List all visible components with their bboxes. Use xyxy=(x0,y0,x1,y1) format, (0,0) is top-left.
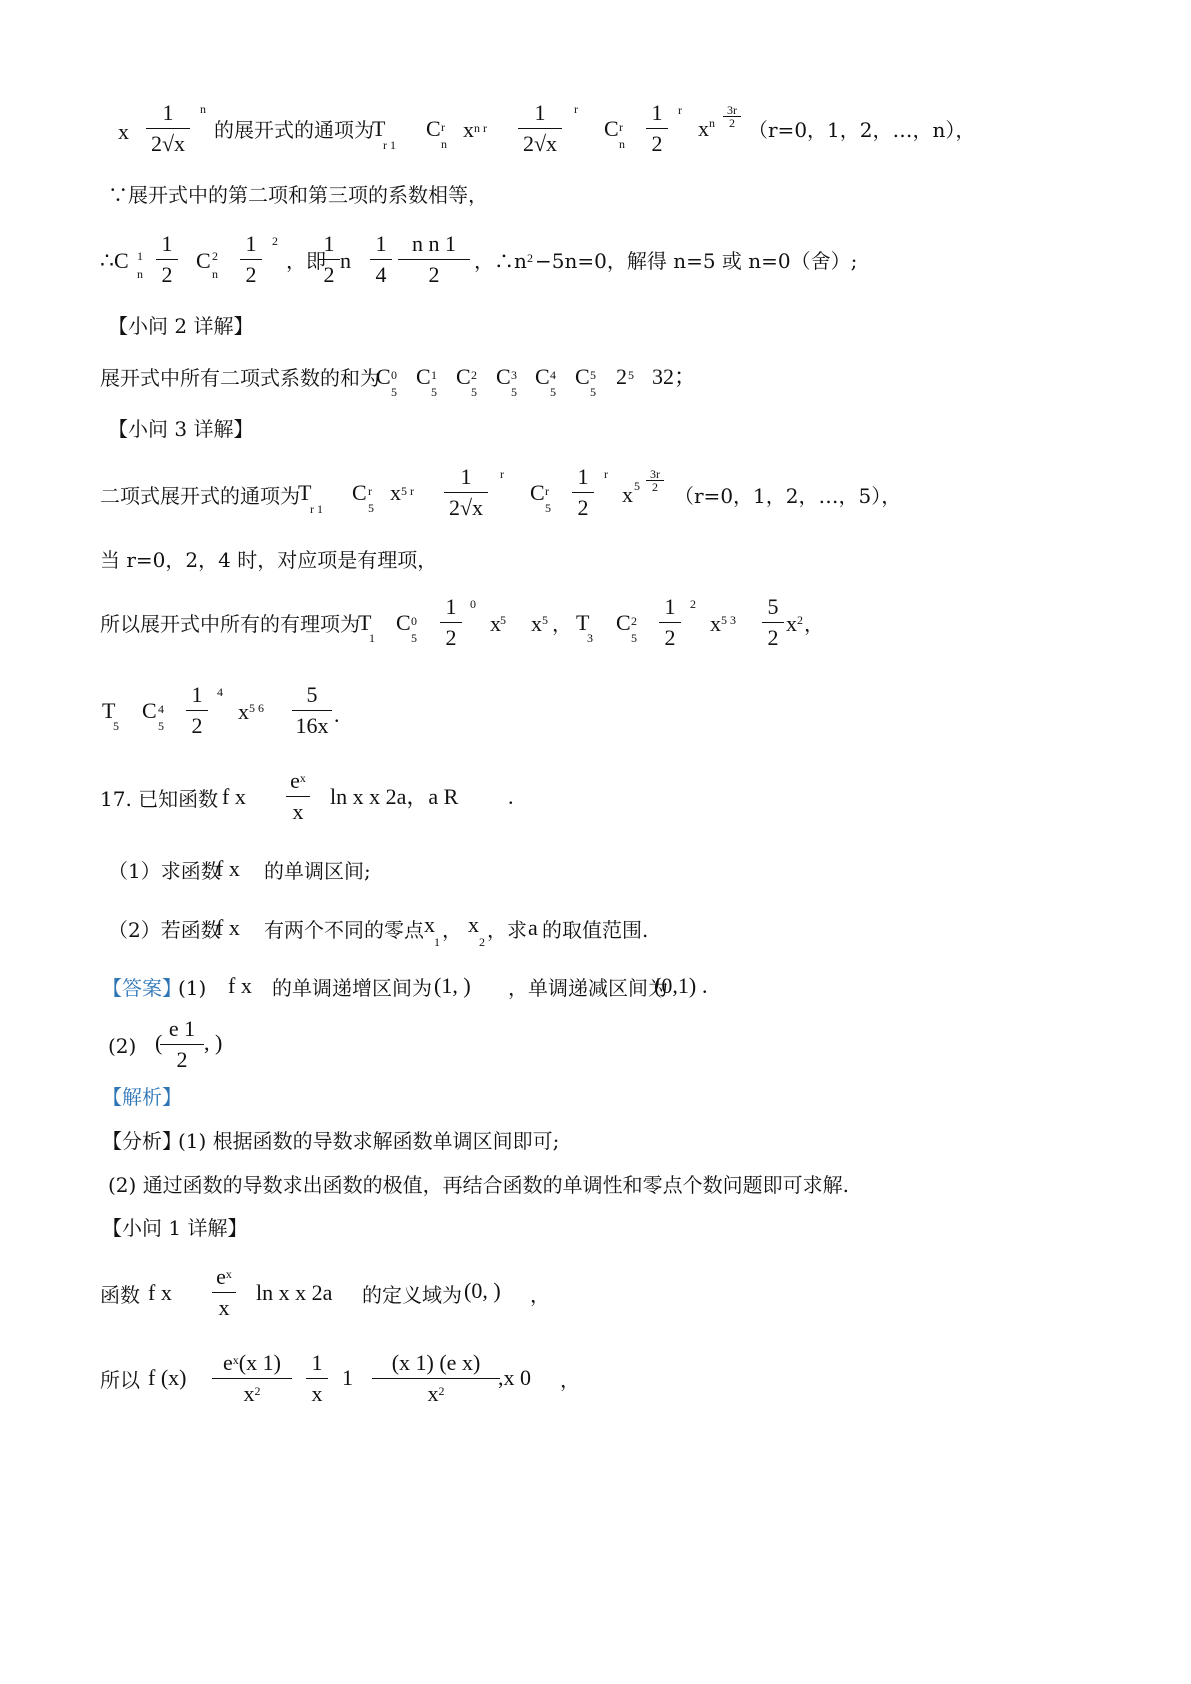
comma: ， xyxy=(530,1283,550,1307)
var-x: x xyxy=(710,611,721,636)
var-x: x xyxy=(390,480,401,505)
sup: 1 xyxy=(431,368,437,382)
range-note: （r=0，1，2，…，n）， xyxy=(748,118,976,142)
symbol-T: T xyxy=(372,116,386,141)
question-part-2: （2）若函数 xyxy=(108,918,221,942)
text-range: 的取值范围. xyxy=(542,918,649,942)
sub-5: 5 xyxy=(545,501,551,515)
var-x: x xyxy=(490,611,501,636)
fenxi-part-2: (2) 通过函数的导数求出函数的极值，再结合函数的单调性和零点个数问题即可求解. xyxy=(108,1173,850,1197)
symbol-T: T xyxy=(358,610,372,635)
binom-C1: C xyxy=(416,364,431,389)
exponent-0: 0 xyxy=(470,597,476,611)
function-f-x: f x xyxy=(222,784,246,809)
sub-n: n xyxy=(212,267,218,281)
sup: 5 xyxy=(590,368,596,382)
exponent-4: 4 xyxy=(217,685,223,699)
exponent-2: 2 xyxy=(272,234,278,248)
answer-part-1: (1) xyxy=(178,976,207,1000)
sub-n: n xyxy=(619,137,625,151)
fraction-ex-over-x: $e^x$ x xyxy=(286,770,310,823)
sub-n: n xyxy=(441,137,447,151)
sup: 2 xyxy=(471,368,477,382)
text-ji: ，即 xyxy=(286,249,326,273)
fraction-half: 1 2 xyxy=(318,233,340,286)
sup-2: 2 xyxy=(212,249,218,263)
question-17-text: 17. 已知函数 xyxy=(100,787,219,811)
sup-5: 5 xyxy=(500,613,506,627)
text-domain: 的定义域为 xyxy=(362,1283,462,1307)
function-f-x: f x xyxy=(216,856,240,881)
text-function: 函数 xyxy=(100,1283,140,1307)
exponent-fraction: 3r 2 xyxy=(646,468,664,493)
constant-1: 1 xyxy=(342,1365,353,1390)
condition-x-gt-0: ,x 0 xyxy=(498,1365,531,1390)
symbol-C: C xyxy=(616,610,631,635)
interval-close: , ) xyxy=(204,1030,223,1055)
sup-r: r xyxy=(619,120,623,134)
function-f-x: f x xyxy=(148,1280,172,1305)
fraction-half: 1 2 xyxy=(156,233,178,286)
symbol-C: C xyxy=(604,116,619,141)
fraction-half: 1 2 xyxy=(659,596,681,649)
var-x: x xyxy=(786,611,797,636)
expression-ln-x: ln x x 2a，a R xyxy=(330,784,459,809)
sub-5: 5 xyxy=(411,631,417,645)
fraction-n-n1-over-2: n n 1 2 xyxy=(398,233,470,286)
sub-5: 5 xyxy=(631,631,637,645)
fraction-half: 1 2 xyxy=(646,102,668,155)
text-two-zeros: 有两个不同的零点 xyxy=(264,918,424,942)
var-x: x xyxy=(622,482,633,507)
sub: 5 xyxy=(471,385,477,399)
result-32: 32； xyxy=(652,364,697,389)
sup-5: 5 xyxy=(634,479,640,493)
sup-5-3: 5 3 xyxy=(721,613,736,627)
sup: 0 xyxy=(391,368,397,382)
sup: 4 xyxy=(550,368,556,382)
sup-r: r xyxy=(441,120,445,134)
heading-part-2: 【小问 2 详解】 xyxy=(108,314,254,338)
power-2: 2 xyxy=(616,364,627,389)
exponent-fraction: 3r 2 xyxy=(723,104,741,129)
fraction-half: 1 2 xyxy=(440,596,462,649)
fraction-5-over-16x: 5 16x xyxy=(292,684,332,737)
fraction-half: 1 2 xyxy=(572,466,594,519)
exponent-r: r xyxy=(678,103,682,117)
comma: ， xyxy=(560,1368,580,1392)
symbol-T: T xyxy=(576,610,590,635)
function-f-x: f x xyxy=(228,973,252,998)
sub: 5 xyxy=(590,385,596,399)
range-note: （r=0，1，2，…，5）， xyxy=(674,484,902,508)
interval-increasing: (1, ) xyxy=(434,973,471,998)
symbol-C: C xyxy=(530,480,545,505)
text-solve-n: −5n=0，解得 n=5 或 n=0（舍）; xyxy=(535,249,858,273)
sup-2: 2 xyxy=(797,613,803,627)
exponent-2: 2 xyxy=(690,597,696,611)
text-coefficients-equal: ∵展开式中的第二项和第三项的系数相等， xyxy=(108,183,488,207)
comma: ， xyxy=(442,918,462,942)
symbol-C: C xyxy=(352,480,367,505)
var-x: x xyxy=(118,119,129,144)
sub-5: 5 xyxy=(113,719,119,733)
fraction-1-over-2sqrtx: 1 2√x xyxy=(146,102,190,155)
exponent-r: r xyxy=(500,467,504,481)
var-x: x xyxy=(698,116,709,141)
text-decreasing: ，单调递减区间为 xyxy=(508,976,668,1000)
var-x: x xyxy=(463,117,474,142)
text-binomial-term: 二项式展开式的通项为 xyxy=(100,484,300,508)
binom-C0: C xyxy=(376,364,391,389)
sub-3: 3 xyxy=(587,631,593,645)
fraction-ex-over-x: $e^x$ x xyxy=(212,1266,236,1319)
sup-5: 5 xyxy=(542,613,548,627)
symbol-C: C xyxy=(426,116,441,141)
sup-n-r: n r xyxy=(474,121,487,135)
sup-0: 0 xyxy=(411,614,417,628)
binom-C4: C xyxy=(535,364,550,389)
sup-n: n xyxy=(709,116,715,130)
text-so: 所以 xyxy=(100,1368,140,1392)
comma: ， xyxy=(804,612,824,636)
fraction-half: 1 2 xyxy=(186,684,208,737)
sup-5-r: 5 r xyxy=(401,484,414,498)
exponent-r: r xyxy=(574,102,578,116)
sup-2: 2 xyxy=(527,251,533,265)
sub-5: 5 xyxy=(158,719,164,733)
fraction-derivative-term-1: $e^x(x$ 1) $x^2$ xyxy=(212,1352,292,1405)
text-therefore: ，∴n xyxy=(474,249,527,273)
text-find: ，求 xyxy=(487,918,527,942)
symbol-T: T xyxy=(102,698,116,723)
var-x1: x xyxy=(424,912,435,937)
sub: 5 xyxy=(550,385,556,399)
sub: 5 xyxy=(391,385,397,399)
subscript-r1: r 1 xyxy=(310,502,323,516)
sub: 5 xyxy=(431,385,437,399)
therefore-C: ∴C xyxy=(100,248,129,273)
fraction-5-over-2: 5 2 xyxy=(762,596,784,649)
text-rational-condition: 当 r=0，2，4 时，对应项是有理项， xyxy=(100,548,438,572)
binom-C2: C xyxy=(456,364,471,389)
fenxi-part-1: (1) 根据函数的导数求解函数单调区间即可; xyxy=(178,1129,560,1153)
subscript-r1: r 1 xyxy=(383,138,396,152)
period: . xyxy=(508,784,514,809)
exponent-n: n xyxy=(200,102,206,116)
analysis-tag: 【解析】 xyxy=(102,1085,182,1109)
text-increasing: 的单调递增区间为 xyxy=(272,976,432,1000)
sub-n: n xyxy=(137,267,143,281)
var-x: x xyxy=(238,699,249,724)
sup-r: r xyxy=(368,484,372,498)
sup-2: 2 xyxy=(631,614,637,628)
heading-part-1: 【小问 1 详解】 xyxy=(102,1216,248,1240)
sup: 3 xyxy=(511,368,517,382)
sup-5-6: 5 6 xyxy=(249,701,264,715)
comma: ， xyxy=(552,612,572,636)
var-n: n xyxy=(340,248,351,273)
answer-part-2: (2) xyxy=(108,1034,137,1058)
answer-tag: 【答案】 xyxy=(102,976,182,1000)
sup-1: 1 xyxy=(137,249,143,263)
fraction-1-over-2sqrtx: 1 2√x xyxy=(444,466,488,519)
fraction-1-over-2sqrtx: 1 2√x xyxy=(518,102,562,155)
sup-5: 5 xyxy=(628,368,634,382)
symbol-C: C xyxy=(142,698,157,723)
fraction-half: 1 2 xyxy=(240,233,262,286)
sub: 5 xyxy=(511,385,517,399)
text-binomial-sum: 展开式中所有二项式系数的和为 xyxy=(100,366,380,390)
var-a: a xyxy=(528,915,538,940)
period: . xyxy=(702,973,708,998)
interval-domain: (0, ) xyxy=(464,1278,501,1303)
sub-1: 1 xyxy=(434,935,440,949)
symbol-C: C xyxy=(396,610,411,635)
question-part-1: （1）求函数 xyxy=(108,859,221,883)
text-general-term: 的展开式的通项为 xyxy=(214,118,374,142)
var-x: x xyxy=(531,611,542,636)
binom-C5: C xyxy=(575,364,590,389)
period: . xyxy=(334,702,340,727)
sub-5: 5 xyxy=(368,501,374,515)
derivative-f-prime: f (x) xyxy=(148,1365,187,1390)
fraction-1-over-x: 1 x xyxy=(306,1352,328,1405)
function-f-x: f x xyxy=(216,915,240,940)
sub-1: 1 xyxy=(369,631,375,645)
text-monotonic: 的单调区间; xyxy=(264,859,371,883)
heading-part-3: 【小问 3 详解】 xyxy=(108,417,254,441)
text-rational-terms: 所以展开式中所有的有理项为 xyxy=(100,612,360,636)
sup-4: 4 xyxy=(158,702,164,716)
symbol-T: T xyxy=(298,480,312,505)
sup-r: r xyxy=(545,484,549,498)
fraction-e1-over-2: e 1 2 xyxy=(160,1018,204,1071)
sub-2: 2 xyxy=(479,935,485,949)
binom-C3: C xyxy=(496,364,511,389)
fenxi-tag: 【分析】 xyxy=(102,1129,182,1153)
expression-ln-x: ln x x 2a xyxy=(256,1280,333,1305)
interval-decreasing: (0,1) xyxy=(654,973,697,998)
paren-open: ( xyxy=(155,1030,163,1055)
fraction-derivative-factored: (x 1) (e x) $x^2$ xyxy=(372,1352,500,1405)
symbol-C: C xyxy=(196,248,211,273)
var-x2: x xyxy=(468,912,479,937)
exponent-r: r xyxy=(604,467,608,481)
fraction-quarter: 1 4 xyxy=(370,233,392,286)
